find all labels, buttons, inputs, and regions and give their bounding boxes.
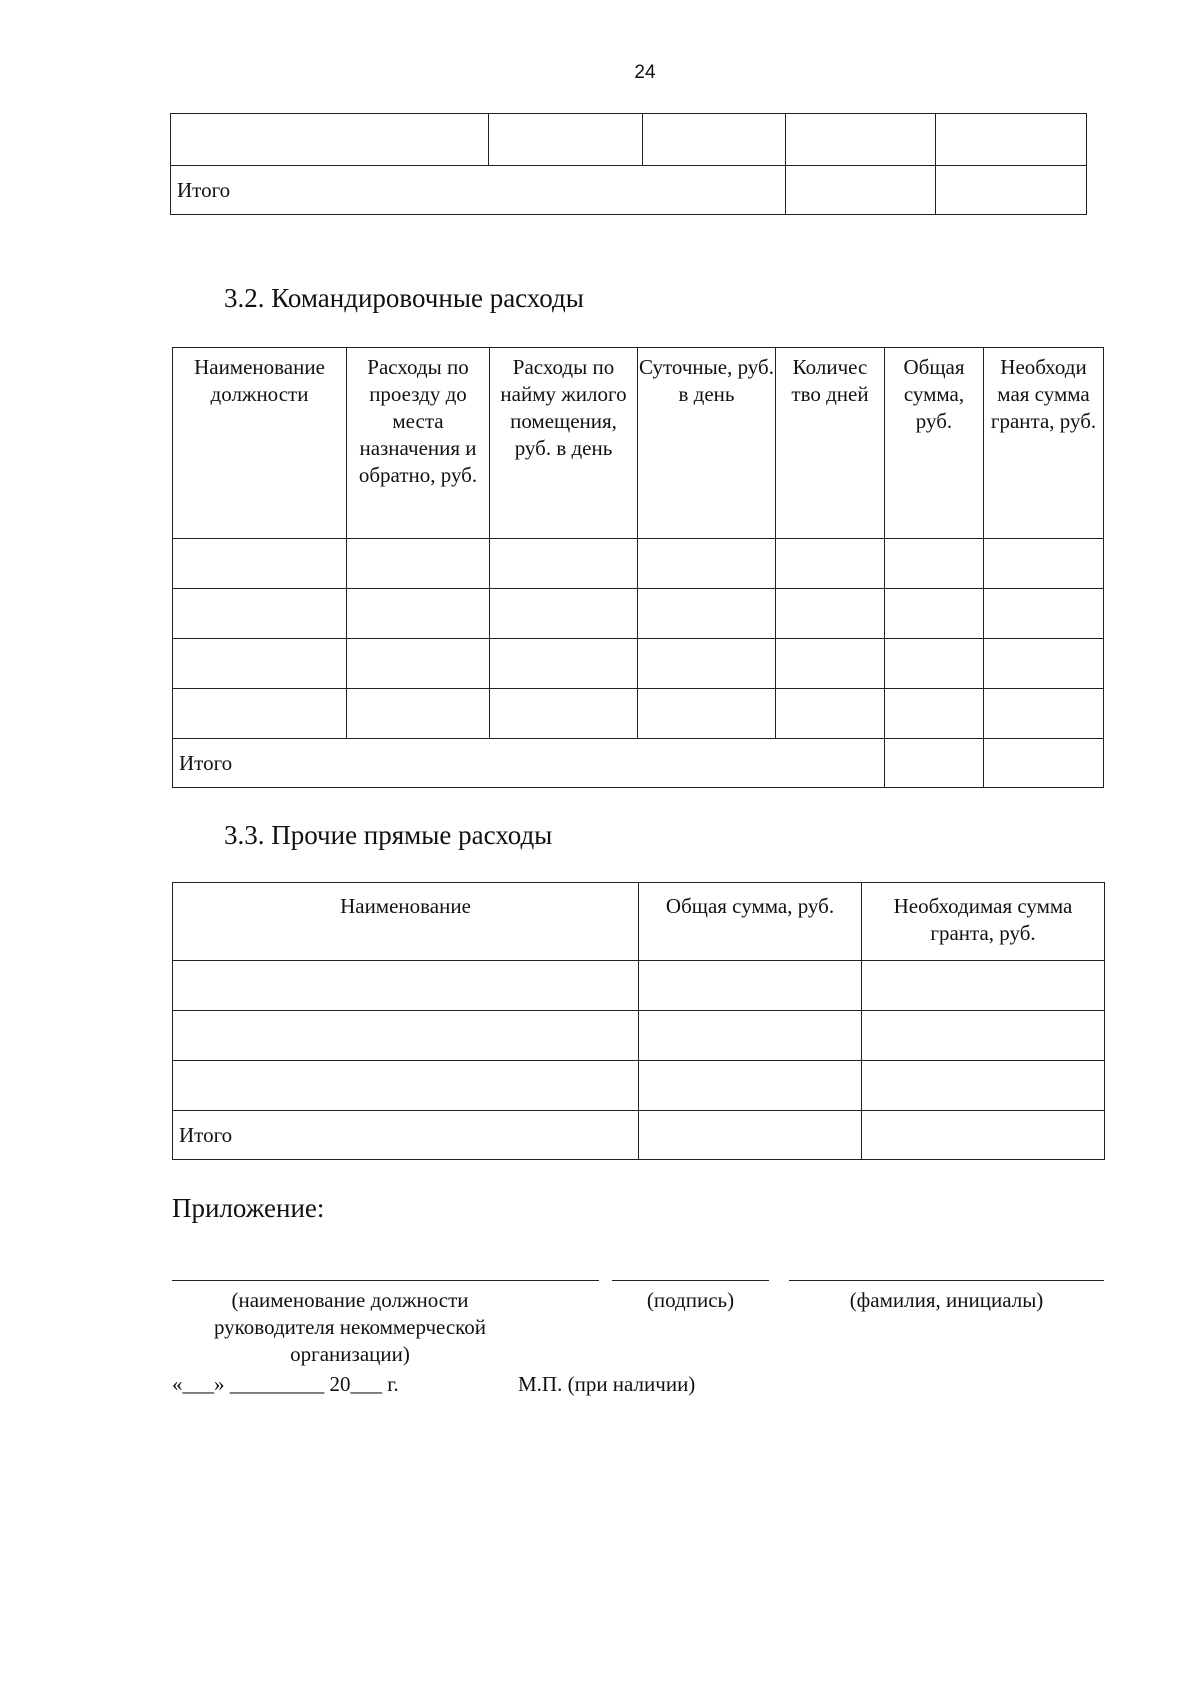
table-cell[interactable] <box>347 639 490 689</box>
table-cell[interactable] <box>490 639 638 689</box>
table-cell[interactable] <box>885 539 984 589</box>
table-cell[interactable] <box>490 589 638 639</box>
table-row <box>173 539 1104 589</box>
table-cell[interactable] <box>639 961 862 1011</box>
table-cell[interactable] <box>489 114 643 166</box>
header-row <box>173 348 1104 539</box>
header-per-diem: Суточные, руб. в день <box>638 348 776 539</box>
table-cell[interactable] <box>862 1111 1105 1160</box>
position-signature-line[interactable] <box>172 1280 599 1281</box>
header-days: Количес тво дней <box>776 348 885 539</box>
name-caption: (фамилия, инициалы) <box>849 1288 1044 1312</box>
total-row <box>173 739 1104 788</box>
section-3-2-title: 3.2. Командировочные расходы <box>224 283 584 313</box>
table-cell[interactable] <box>490 689 638 739</box>
table-row <box>173 639 1104 689</box>
table-cell[interactable] <box>490 539 638 589</box>
table-cell[interactable] <box>173 689 347 739</box>
table-cell[interactable] <box>173 961 639 1011</box>
table-cell[interactable] <box>639 1061 862 1111</box>
table-cell[interactable] <box>173 1061 639 1111</box>
table-cell[interactable] <box>776 589 885 639</box>
table-cell[interactable] <box>173 589 347 639</box>
total-row <box>173 1111 1105 1160</box>
table-cell[interactable] <box>173 539 347 589</box>
table-cell[interactable] <box>638 639 776 689</box>
position-caption: (наименование должности руководителя некоммерческой организации) <box>213 1288 487 1366</box>
table-row <box>173 1061 1105 1111</box>
table-row <box>171 114 1087 166</box>
other-expenses-table <box>172 882 1105 1160</box>
table-cell[interactable] <box>638 589 776 639</box>
total-row <box>171 166 1087 215</box>
table-row <box>173 1011 1105 1061</box>
table-cell[interactable] <box>347 539 490 589</box>
table-cell[interactable] <box>786 166 936 215</box>
table-cell[interactable] <box>885 689 984 739</box>
name-signature-line[interactable] <box>789 1280 1104 1281</box>
table-cell[interactable] <box>885 739 984 788</box>
table-cell[interactable] <box>171 114 489 166</box>
header-grant-sum: Необходимая сумма гранта, руб. <box>862 883 1105 961</box>
header-grant-sum: Необходи мая сумма гранта, руб. <box>984 348 1104 539</box>
signature-line[interactable] <box>612 1280 769 1281</box>
table-cell[interactable] <box>786 114 936 166</box>
header-total-sum: Общая сумма, руб. <box>639 883 862 961</box>
total-label: Итого <box>171 166 786 215</box>
table-cell[interactable] <box>885 639 984 689</box>
table-cell[interactable] <box>639 1111 862 1160</box>
table-cell[interactable] <box>984 639 1104 689</box>
section-3-3-title: 3.3. Прочие прямые расходы <box>224 820 553 850</box>
header-row <box>173 883 1105 961</box>
total-label: Итого <box>173 739 885 788</box>
header-travel-cost: Расходы по проезду до места назначения и обратно, руб. <box>347 348 490 539</box>
total-label: Итого <box>173 1111 639 1160</box>
table-cell[interactable] <box>643 114 786 166</box>
table-cell[interactable] <box>347 689 490 739</box>
table-cell[interactable] <box>984 739 1104 788</box>
table-row <box>173 689 1104 739</box>
date-line: «___» _________ 20___ г. <box>172 1372 399 1396</box>
table-cell[interactable] <box>347 589 490 639</box>
table-cell[interactable] <box>173 639 347 689</box>
table-cell[interactable] <box>984 589 1104 639</box>
table-cell[interactable] <box>984 689 1104 739</box>
table-cell[interactable] <box>936 114 1087 166</box>
travel-expenses-table <box>172 347 1104 788</box>
table-row <box>173 589 1104 639</box>
top-table <box>170 113 1087 215</box>
table-cell[interactable] <box>885 589 984 639</box>
table-cell[interactable] <box>984 539 1104 589</box>
table-cell[interactable] <box>936 166 1087 215</box>
table-cell[interactable] <box>862 961 1105 1011</box>
table-cell[interactable] <box>862 1011 1105 1061</box>
header-total-sum: Общая сумма, руб. <box>885 348 984 539</box>
table-cell[interactable] <box>639 1011 862 1061</box>
table-cell[interactable] <box>776 639 885 689</box>
header-name: Наименование <box>173 883 639 961</box>
table-cell[interactable] <box>638 539 776 589</box>
header-position: Наименование должности <box>173 348 347 539</box>
table-cell[interactable] <box>776 539 885 589</box>
table-cell[interactable] <box>638 689 776 739</box>
appendix-label: Приложение: <box>172 1193 325 1223</box>
table-row <box>173 961 1105 1011</box>
signature-caption: (подпись) <box>646 1288 735 1312</box>
table-cell[interactable] <box>173 1011 639 1061</box>
header-housing-cost: Расходы по найму жилого помещения, руб. в день <box>490 348 638 539</box>
table-cell[interactable] <box>776 689 885 739</box>
stamp-caption: М.П. (при наличии) <box>518 1372 696 1396</box>
table-cell[interactable] <box>862 1061 1105 1111</box>
page-number: 24 <box>634 62 656 83</box>
